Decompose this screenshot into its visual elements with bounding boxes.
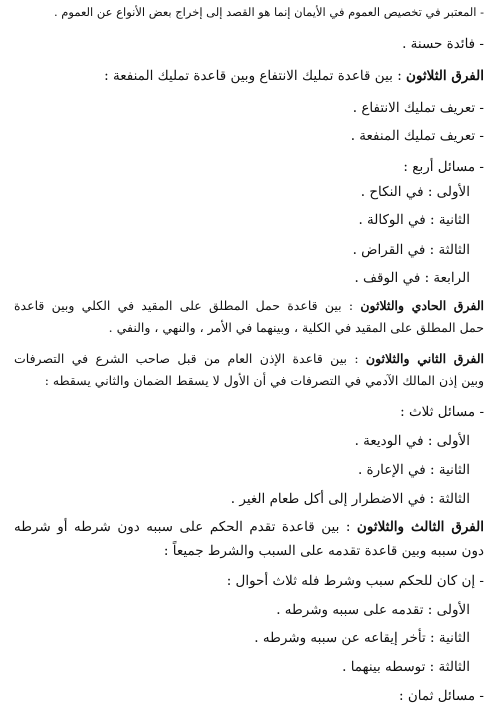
heading-text: : بين قاعدة الإذن العام من قبل صاحب الشرع في التصرفات (14, 351, 366, 366)
text-line: حمل المطلق على المقيد في الكلية ، وبينهما في الأمر ، والنهي ، والنفي . (108, 320, 484, 335)
text-line: - المعتبر في تخصيص العموم في الأيمان إنما هو القصد إلى إخراج بعض الأنواع عن العموم . (53, 5, 484, 19)
sub-item: الثالثة : في القراض . (352, 242, 470, 258)
heading-title: الفرق الحادي والثلاثون (360, 298, 484, 313)
sub-item: الرابعة : في الوقف . (354, 270, 470, 286)
list-item: - مسائل ثلاث : (400, 404, 484, 420)
sub-item: الثالثة : في الاضطرار إلى أكل طعام الغير . (230, 491, 470, 507)
sub-item: الثانية : في الإعارة . (357, 462, 470, 478)
sub-item: الأولى : في النكاح . (360, 184, 470, 200)
sub-item: الأولى : في الوديعة . (354, 433, 470, 449)
heading-title: الفرق الثلاثون (406, 68, 484, 84)
list-item: - إن كان للحكم سبب وشرط فله ثلاث أحوال : (226, 573, 484, 589)
heading-text: : بين قاعدة تقدم الحكم على سببه دون شرطه أو شرطه (14, 519, 357, 535)
sub-item: الثانية : في الوكالة . (358, 212, 470, 228)
sub-item: الثالثة : توسطه بينهما . (342, 659, 470, 675)
sub-item: الأولى : تقدمه على سببه وشرطه . (276, 602, 470, 618)
list-item: - تعريف تمليك المنفعة . (350, 128, 484, 144)
list-item: - تعريف تمليك الانتفاع . (352, 100, 484, 116)
sub-item: الثانية : تأخر إيقاعه عن سببه وشرطه . (254, 630, 470, 646)
text-line: وبين إذن المالك الآدمي في التصرفات في أن الأول لا يسقط الضمان والثاني يسقطه : (44, 373, 484, 388)
list-item: - مسائل ثمان : (399, 688, 484, 704)
heading-text: : بين قاعدة حمل المطلق على المقيد في الكلي وبين قاعدة (14, 298, 361, 313)
heading-title: الفرق الثاني والثلاثون (365, 351, 484, 366)
section-heading (14, 517, 484, 537)
text-line: دون سببه وبين قاعدة تقدمه على السبب والشرط جميعاً : (163, 543, 484, 559)
list-item: - مسائل أربع : (403, 159, 484, 175)
section-heading (104, 66, 484, 86)
section-heading (14, 349, 484, 369)
section-heading (14, 296, 484, 316)
heading-title: الفرق الثالث والثلاثون (356, 519, 484, 535)
list-item: - فائدة حسنة . (402, 36, 484, 52)
heading-text: : بين قاعدة تمليك الانتفاع وبين قاعدة تمليك المنفعة : (104, 68, 407, 84)
